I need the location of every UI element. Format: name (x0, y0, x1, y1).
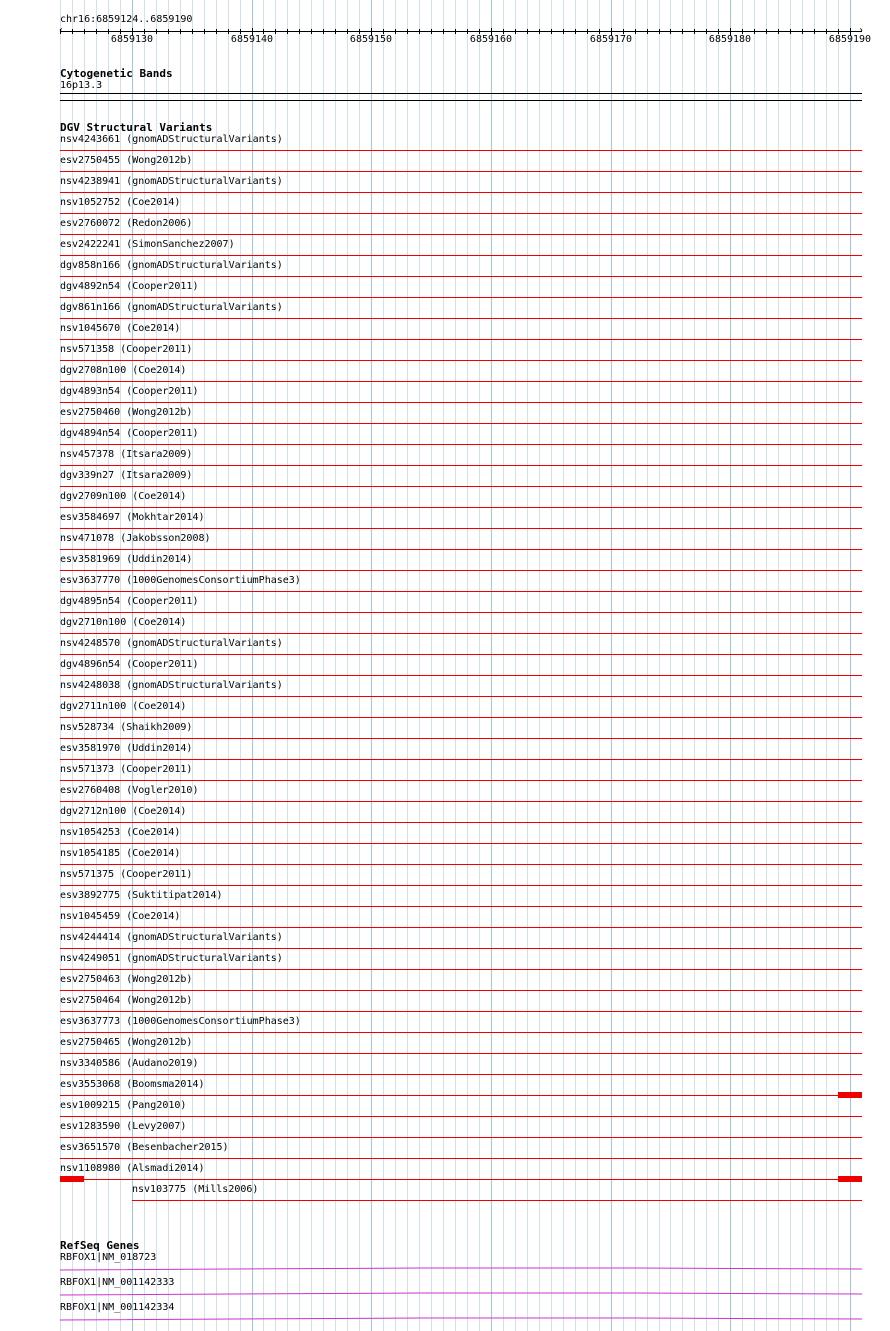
dgv-variant-row[interactable] (0, 932, 890, 953)
refseq-gene-label[interactable]: RBFOX1|NM_001142334 (60, 1302, 175, 1313)
dgv-variant-label[interactable]: nsv571375 (Cooper2011) (60, 869, 193, 880)
dgv-variant-row[interactable] (0, 1016, 890, 1037)
dgv-variant-connector (60, 843, 862, 844)
dgv-variant-row[interactable] (0, 1058, 890, 1079)
dgv-variant-row[interactable] (0, 869, 890, 890)
refseq-gene-row[interactable] (0, 1277, 890, 1302)
dgv-variant-row[interactable] (0, 386, 890, 407)
dgv-variant-row[interactable] (0, 848, 890, 869)
dgv-variant-label[interactable]: dgv2710n100 (Coe2014) (60, 617, 187, 628)
dgv-variant-label[interactable]: esv2760072 (Redon2006) (60, 218, 193, 229)
dgv-variant-connector (60, 927, 862, 928)
dgv-variant-row[interactable] (0, 1037, 890, 1058)
dgv-variant-label[interactable]: nsv571373 (Cooper2011) (60, 764, 193, 775)
dgv-variant-label[interactable]: esv2750465 (Wong2012b) (60, 1037, 193, 1048)
dgv-variant-connector (60, 1158, 862, 1159)
dgv-variant-row[interactable] (0, 155, 890, 176)
refseq-gene-line (60, 1293, 862, 1295)
dgv-variant-connector (60, 1179, 862, 1180)
dgv-variant-label[interactable]: nsv528734 (Shaikh2009) (60, 722, 193, 733)
ruler-tick-label: 6859190 (828, 34, 872, 45)
dgv-variant-label[interactable]: dgv2709n100 (Coe2014) (60, 491, 187, 502)
ruler-tick (670, 29, 671, 34)
dgv-variant-label[interactable]: nsv4238941 (gnomADStructuralVariants) (60, 176, 283, 187)
refseq-gene-row[interactable] (0, 1302, 890, 1327)
dgv-variant-connector (60, 423, 862, 424)
dgv-variant-row[interactable] (0, 512, 890, 533)
dgv-variant-label[interactable]: nsv103775 (Mills2006) (132, 1184, 259, 1195)
refseq-gene-line (60, 1318, 862, 1320)
dgv-variant-connector (60, 1095, 862, 1096)
dgv-variant-row[interactable] (0, 239, 890, 260)
dgv-variant-connector (60, 549, 862, 550)
dgv-variant-label[interactable]: dgv4894n54 (Cooper2011) (60, 428, 199, 439)
dgv-variant-label[interactable]: nsv3340586 (Audano2019) (60, 1058, 199, 1069)
cytobands-title: Cytogenetic Bands (60, 67, 173, 80)
ruler-tick (443, 29, 444, 34)
dgv-variant-label[interactable]: nsv571358 (Cooper2011) (60, 344, 193, 355)
dgv-variant-label[interactable]: dgv858n166 (gnomADStructuralVariants) (60, 260, 283, 271)
ruler[interactable] (58, 25, 872, 46)
dgv-variant-connector (60, 381, 862, 382)
dgv-variant-connector (60, 1137, 862, 1138)
refseq-track-title: RefSeq Genes (60, 1239, 140, 1252)
dgv-variant-label[interactable]: dgv339n27 (Itsara2009) (60, 470, 193, 481)
dgv-variant-label[interactable]: esv3553068 (Boomsma2014) (60, 1079, 205, 1090)
ruler-tick (419, 29, 420, 34)
dgv-variant-label[interactable]: dgv2712n100 (Coe2014) (60, 806, 187, 817)
dgv-variant-row[interactable] (0, 575, 890, 596)
dgv-variant-row[interactable] (0, 1100, 890, 1121)
dgv-variant-connector (60, 297, 862, 298)
dgv-variant-label[interactable]: esv3651570 (Besenbacher2015) (60, 1142, 229, 1153)
dgv-variant-connector (60, 255, 862, 256)
ruler-right-arrow-icon: › (858, 25, 865, 36)
ruler-tick (84, 29, 85, 34)
dgv-variant-connector (60, 171, 862, 172)
location-label: chr16:6859124..6859190 (60, 14, 193, 25)
dgv-variant-row[interactable] (0, 827, 890, 848)
dgv-variant-row[interactable] (0, 1184, 890, 1205)
dgv-variant-row[interactable] (0, 491, 890, 512)
dgv-variant-connector (60, 402, 862, 403)
dgv-variant-connector (60, 990, 862, 991)
dgv-variant-row[interactable] (0, 764, 890, 785)
dgv-variant-label[interactable]: esv3581970 (Uddin2014) (60, 743, 193, 754)
dgv-variant-label[interactable]: nsv1052752 (Coe2014) (60, 197, 181, 208)
dgv-variant-row[interactable] (0, 470, 890, 491)
dgv-variant-label[interactable]: dgv4896n54 (Cooper2011) (60, 659, 199, 670)
dgv-variant-row[interactable] (0, 743, 890, 764)
dgv-variant-label[interactable]: nsv4248570 (gnomADStructuralVariants) (60, 638, 283, 649)
dgv-variant-row[interactable] (0, 323, 890, 344)
dgv-variant-connector (60, 591, 862, 592)
dgv-variant-label[interactable]: dgv4893n54 (Cooper2011) (60, 386, 199, 397)
ruler-tick (682, 29, 683, 34)
dgv-track-title: DGV Structural Variants (60, 121, 213, 134)
dgv-variant-connector (60, 1074, 862, 1075)
dgv-variant-row[interactable] (0, 533, 890, 554)
dgv-variant-row[interactable] (0, 197, 890, 218)
dgv-variant-label[interactable]: dgv4892n54 (Cooper2011) (60, 281, 199, 292)
dgv-variant-label[interactable]: nsv1054253 (Coe2014) (60, 827, 181, 838)
dgv-variant-connector (60, 318, 862, 319)
dgv-variant-label[interactable]: nsv4244414 (gnomADStructuralVariants) (60, 932, 283, 943)
dgv-variant-row[interactable] (0, 1142, 890, 1163)
dgv-variant-label[interactable]: esv3637770 (1000GenomesConsortiumPhase3) (60, 575, 301, 586)
ruler-tick (659, 29, 660, 34)
dgv-variant-connector (60, 717, 862, 718)
dgv-variant-row[interactable] (0, 638, 890, 659)
ruler-tick (311, 29, 312, 34)
dgv-variant-label[interactable]: nsv1045670 (Coe2014) (60, 323, 181, 334)
dgv-variant-row[interactable] (0, 344, 890, 365)
dgv-variant-label[interactable]: esv2750464 (Wong2012b) (60, 995, 193, 1006)
dgv-variant-connector (60, 675, 862, 676)
ruler-tick-label: 6859160 (469, 34, 513, 45)
dgv-variant-connector (60, 276, 862, 277)
dgv-variant-connector (60, 969, 862, 970)
dgv-variant-row[interactable] (0, 911, 890, 932)
dgv-variant-label[interactable]: nsv471078 (Jakobsson2008) (60, 533, 211, 544)
dgv-variant-connector (60, 1032, 862, 1033)
dgv-variant-connector (60, 339, 862, 340)
ruler-tick (790, 29, 791, 34)
dgv-variant-connector (60, 822, 862, 823)
dgv-variant-label[interactable]: esv3584697 (Mokhtar2014) (60, 512, 205, 523)
dgv-variant-label[interactable]: nsv1045459 (Coe2014) (60, 911, 181, 922)
dgv-variant-label[interactable]: esv2760408 (Vogler2010) (60, 785, 199, 796)
dgv-variant-row[interactable] (0, 407, 890, 428)
ruler-tick-label: 6859140 (230, 34, 274, 45)
dgv-variant-row[interactable] (0, 1163, 890, 1184)
dgv-variant-label[interactable]: nsv457378 (Itsara2009) (60, 449, 193, 460)
dgv-variant-connector (60, 864, 862, 865)
dgv-variant-connector (132, 1200, 862, 1201)
dgv-variant-connector (60, 801, 862, 802)
dgv-variant-label[interactable]: esv2750463 (Wong2012b) (60, 974, 193, 985)
dgv-variant-connector (60, 780, 862, 781)
ruler-tick-label: 6859150 (349, 34, 393, 45)
ruler-tick (778, 29, 779, 34)
dgv-variant-label[interactable]: esv2750455 (Wong2012b) (60, 155, 193, 166)
dgv-variant-connector (60, 633, 862, 634)
dgv-variant-label[interactable]: esv2750460 (Wong2012b) (60, 407, 193, 418)
dgv-variant-row[interactable] (0, 176, 890, 197)
dgv-variant-connector (60, 906, 862, 907)
dgv-variant-label[interactable]: esv3892775 (Suktitipat2014) (60, 890, 223, 901)
ruler-tick-label: 6859170 (589, 34, 633, 45)
dgv-variant-row[interactable] (0, 806, 890, 827)
dgv-variant-row[interactable] (0, 785, 890, 806)
dgv-variant-connector (60, 360, 862, 361)
dgv-variant-connector (60, 1011, 862, 1012)
ruler-left-arrow-icon: ‹ (58, 25, 65, 36)
dgv-variant-row[interactable] (0, 554, 890, 575)
refseq-gene-intron[interactable] (60, 1289, 862, 1299)
ruler-tick (204, 29, 205, 34)
dgv-variant-connector (60, 192, 862, 193)
dgv-variant-label[interactable]: esv3637773 (1000GenomesConsortiumPhase3) (60, 1016, 301, 1027)
dgv-variant-row[interactable] (0, 365, 890, 386)
dgv-variant-row[interactable] (0, 134, 890, 155)
ruler-tick (299, 29, 300, 34)
ruler-tick-label: 6859180 (708, 34, 752, 45)
dgv-variant-connector (60, 1116, 862, 1117)
dgv-variant-connector (60, 570, 862, 571)
dgv-variant-label[interactable]: nsv4249051 (gnomADStructuralVariants) (60, 953, 283, 964)
refseq-gene-line (60, 1268, 862, 1270)
dgv-variant-connector (60, 885, 862, 886)
dgv-variant-bar-segment[interactable] (838, 1092, 862, 1098)
ruler-tick (431, 29, 432, 34)
dgv-variant-connector (60, 948, 862, 949)
dgv-variant-row[interactable] (0, 260, 890, 281)
dgv-variant-row[interactable] (0, 995, 890, 1016)
dgv-variant-label[interactable]: esv1009215 (Pang2010) (60, 1100, 187, 1111)
dgv-variant-connector (60, 213, 862, 214)
dgv-variant-label[interactable]: dgv4895n54 (Cooper2011) (60, 596, 199, 607)
dgv-variant-label[interactable]: esv1283590 (Levy2007) (60, 1121, 187, 1132)
cytoband-divider-top (60, 93, 862, 94)
dgv-variant-row[interactable] (0, 596, 890, 617)
dgv-variant-row[interactable] (0, 659, 890, 680)
dgv-variant-row[interactable] (0, 722, 890, 743)
dgv-variant-label[interactable]: nsv4243661 (gnomADStructuralVariants) (60, 134, 283, 145)
ruler-tick (72, 29, 73, 34)
dgv-variant-connector (60, 1053, 862, 1054)
dgv-variant-label[interactable]: esv3581969 (Uddin2014) (60, 554, 193, 565)
dgv-variant-row[interactable] (0, 281, 890, 302)
dgv-variant-row[interactable] (0, 428, 890, 449)
cytoband-divider-bottom (60, 100, 862, 101)
dgv-variant-connector (60, 612, 862, 613)
dgv-variant-connector (60, 759, 862, 760)
dgv-variant-label[interactable]: dgv2708n100 (Coe2014) (60, 365, 187, 376)
dgv-variant-connector (60, 696, 862, 697)
refseq-gene-label[interactable]: RBFOX1|NM_018723 (60, 1252, 157, 1263)
dgv-variant-label[interactable]: nsv4248038 (gnomADStructuralVariants) (60, 680, 283, 691)
cytoband-label[interactable]: 16p13.3 (60, 80, 103, 91)
dgv-variant-label[interactable]: dgv2711n100 (Coe2014) (60, 701, 187, 712)
ruler-tick (180, 29, 181, 34)
dgv-variant-row[interactable] (0, 617, 890, 638)
dgv-variant-bar-segment[interactable] (838, 1176, 862, 1182)
refseq-gene-intron[interactable] (60, 1264, 862, 1274)
dgv-variant-row[interactable] (0, 1079, 890, 1100)
dgv-variant-connector (60, 150, 862, 151)
ruler-tick (551, 29, 552, 34)
ruler-tick (192, 29, 193, 34)
dgv-variant-row[interactable] (0, 974, 890, 995)
ruler-tick (563, 29, 564, 34)
refseq-gene-intron[interactable] (60, 1314, 862, 1324)
dgv-variant-row[interactable] (0, 218, 890, 239)
dgv-variant-row[interactable] (0, 953, 890, 974)
dgv-variant-connector (60, 738, 862, 739)
dgv-variant-connector (60, 654, 862, 655)
ruler-tick (323, 29, 324, 34)
dgv-variant-connector (60, 444, 862, 445)
refseq-gene-label[interactable]: RBFOX1|NM_001142333 (60, 1277, 175, 1288)
dgv-variant-row[interactable] (0, 890, 890, 911)
ruler-tick (539, 29, 540, 34)
ruler-tick (802, 29, 803, 34)
dgv-variant-connector (60, 507, 862, 508)
dgv-variant-bar-segment[interactable] (60, 1176, 84, 1182)
ruler-tick-label: 6859130 (110, 34, 154, 45)
dgv-variant-label[interactable]: nsv1108980 (Alsmadi2014) (60, 1163, 205, 1174)
dgv-variant-label[interactable]: nsv1054185 (Coe2014) (60, 848, 181, 859)
dgv-variant-connector (60, 528, 862, 529)
dgv-variant-connector (60, 234, 862, 235)
dgv-variant-connector (60, 465, 862, 466)
dgv-variant-row[interactable] (0, 449, 890, 470)
dgv-variant-row[interactable] (0, 302, 890, 323)
dgv-variant-connector (60, 486, 862, 487)
dgv-variant-row[interactable] (0, 1121, 890, 1142)
refseq-gene-row[interactable] (0, 1252, 890, 1277)
dgv-variant-label[interactable]: dgv861n166 (gnomADStructuralVariants) (60, 302, 283, 313)
dgv-variant-row[interactable] (0, 680, 890, 701)
dgv-variant-label[interactable]: esv2422241 (SimonSanchez2007) (60, 239, 235, 250)
dgv-variant-row[interactable] (0, 701, 890, 722)
